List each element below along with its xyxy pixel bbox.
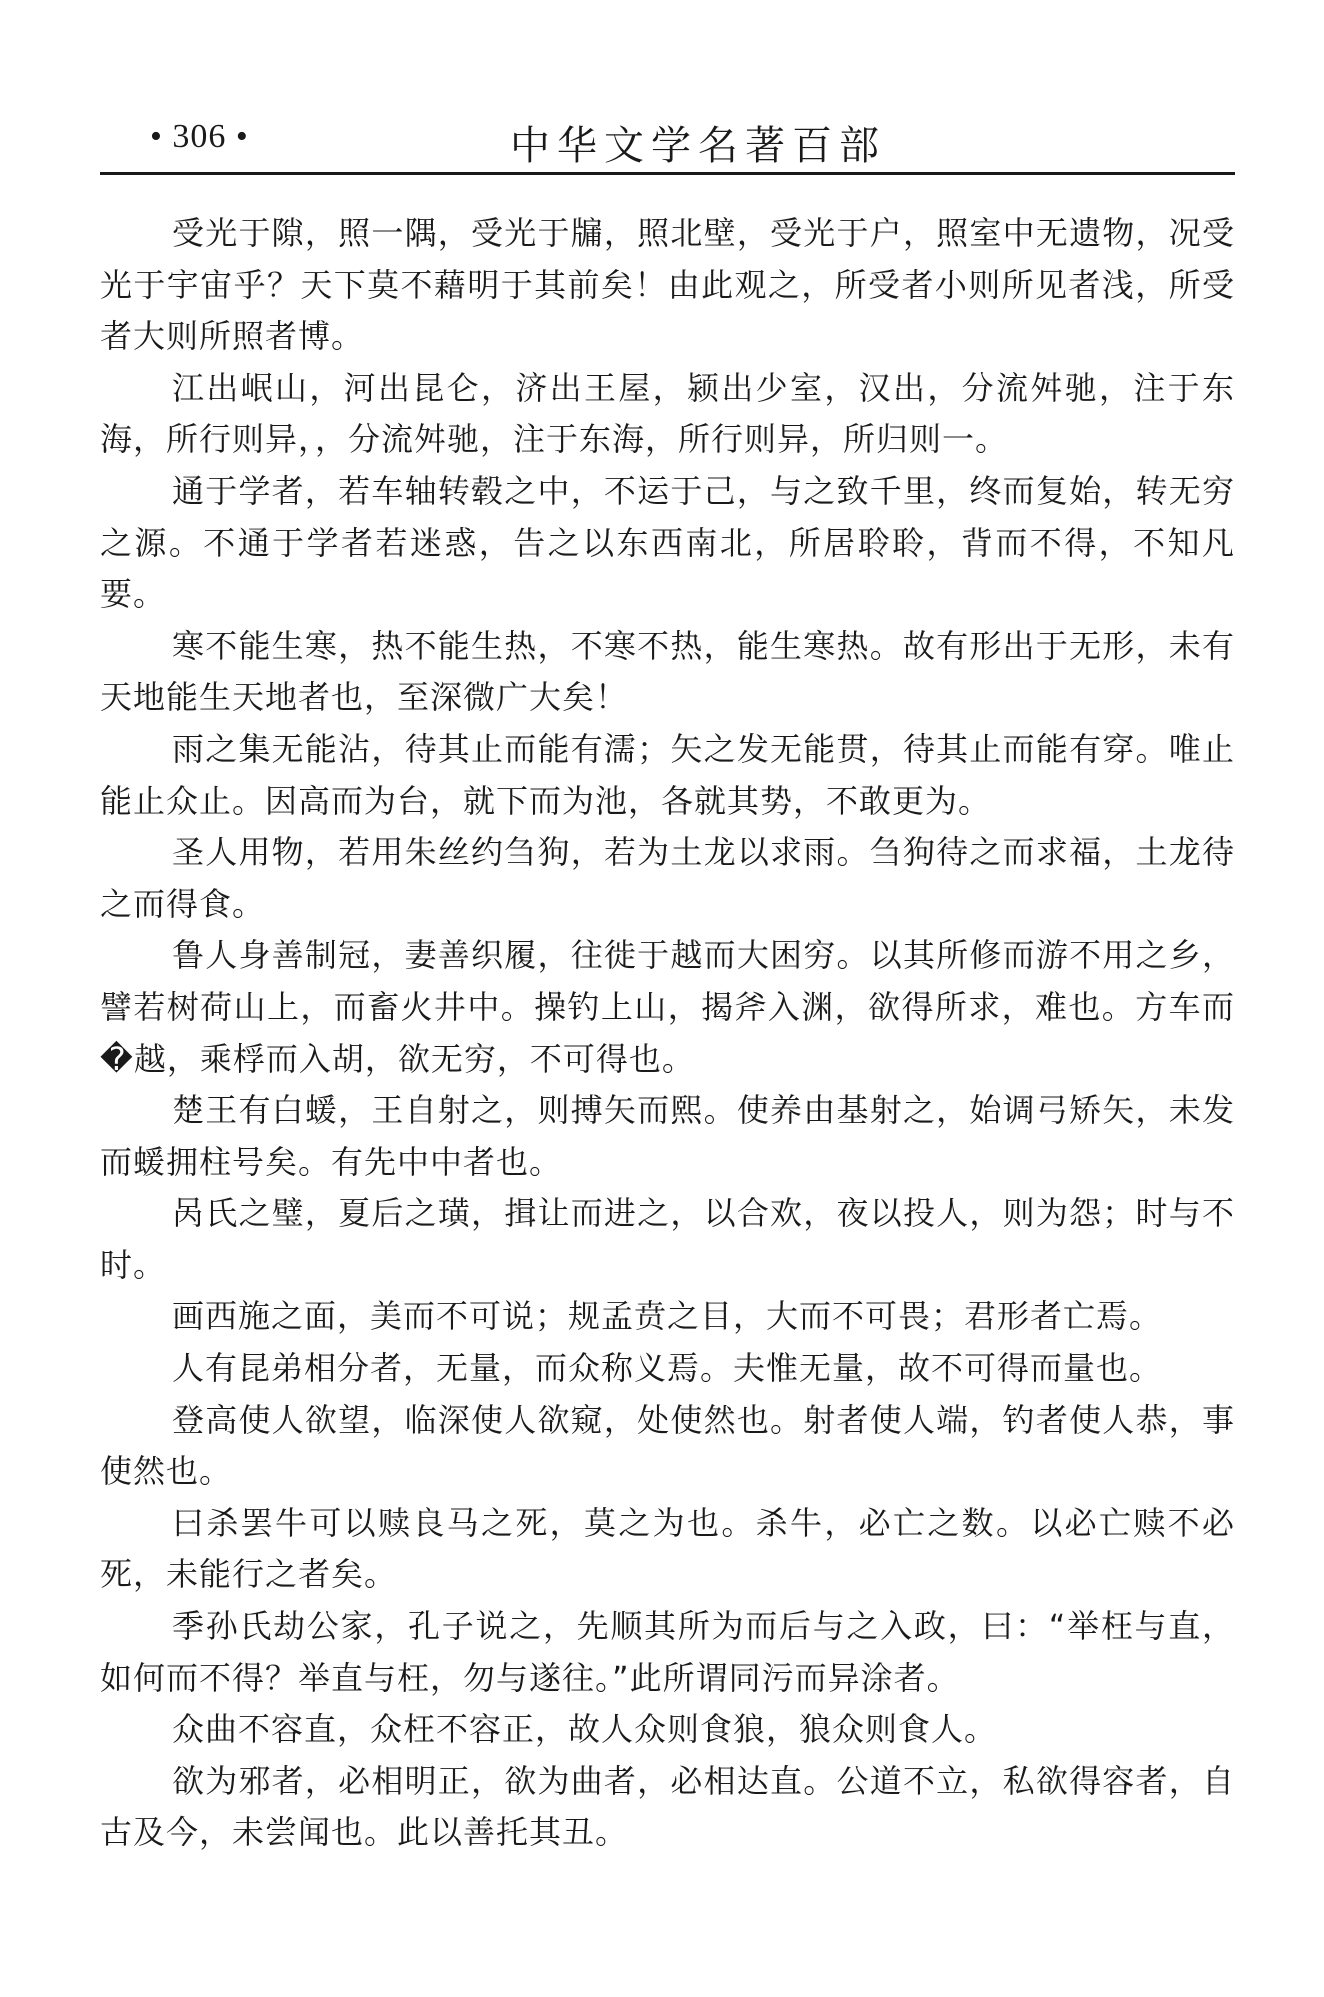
paragraph: 江出岷山，河出昆仑，济出王屋，颍出少室，汉出，分流舛驰，注于东海，所行则异，，分流舛驰，注于东海，所行则异，所归则一。 — [100, 368, 1235, 459]
paragraph: 寒不能生寒，热不能生热，不寒不热，能生寒热。故有形出于无形，未有天地能生天地者也，至深微广大矣！ — [100, 626, 1235, 717]
book-title: 中华文学名著百部 — [510, 123, 886, 169]
paragraph: 楚王有白蝯，王自射之，则搏矢而熙。使养由基射之，始调弓矫矢，未发而蝯拥柱号矣。有先中中者也。 — [100, 1091, 1235, 1181]
paragraph: 欲为邪者，必相明正，欲为曲者，必相达直。公道不立，私欲得容者，自古及今，未尝闻也。此以善托其丑。 — [100, 1761, 1235, 1852]
paragraph: 呙氏之璧，夏后之璜，揖让而进之，以合欢，夜以投人，则为怨；时与不时。 — [100, 1194, 1235, 1284]
page-number: • 306 • — [150, 118, 249, 155]
paragraph: 通于学者，若车轴转毂之中，不运于己，与之致千里，终而复始，转无穷之源。不通于学者若迷惑，告之以东西南北，所居聆聆，背而不得，不知凡要。 — [100, 471, 1235, 614]
page-header — [100, 112, 1235, 172]
paragraph: 曰杀罢牛可以赎良马之死，莫之为也。杀牛，必亡之数。以必亡赎不必死，未能行之者矣。 — [100, 1503, 1235, 1594]
header-divider — [100, 172, 1235, 175]
paragraph: 登高使人欲望，临深使人欲窥，处使然也。射者使人端，钓者使人恭，事使然也。 — [100, 1400, 1235, 1491]
paragraph: 圣人用物，若用朱丝约刍狗，若为土龙以求雨。刍狗待之而求福，土龙待之而得食。 — [100, 833, 1235, 923]
paragraph: 画西施之面，美而不可说；规孟贲之目，大而不可畏；君形者亡焉。 — [172, 1297, 1163, 1336]
paragraph: 季孙氏劫公家，孔子说之，先顺其所为而后与之入政，曰：“举枉与直，如何而不得？举直与枉，勿与遂往。”此所谓同污而异涂者。 — [100, 1607, 1235, 1697]
paragraph: 受光于隙，照一隅，受光于牖，照北壁，受光于户，照室中无遗物，况受光于宇宙乎？天下莫不藉明于其前矣！由此观之，所受者小则所见者浅，所受者大则所照者博。 — [100, 214, 1235, 356]
paragraph: 众曲不容直，众枉不容正，故人众则食狼，狼众则食人。 — [172, 1710, 998, 1749]
paragraph: 鲁人身善制冠，妻善织履，往徙于越而大困穷。以其所修而游不用之乡，譬若树荷山上，而畜火井中。操钓上山，揭斧入渊，欲得所求，难也。方车而�越，乘桴而入胡，欲无穷，不可得也。 — [100, 936, 1235, 1078]
paragraph: 人有昆弟相分者，无量，而众称义焉。夫惟无量，故不可得而量也。 — [172, 1349, 1163, 1388]
paragraph: 雨之集无能沾，待其止而能有濡；矢之发无能贯，待其止而能有穿。唯止能止众止。因高而为台，就下而为池，各就其势，不敢更为。 — [100, 729, 1235, 820]
body-text — [100, 208, 1235, 1859]
